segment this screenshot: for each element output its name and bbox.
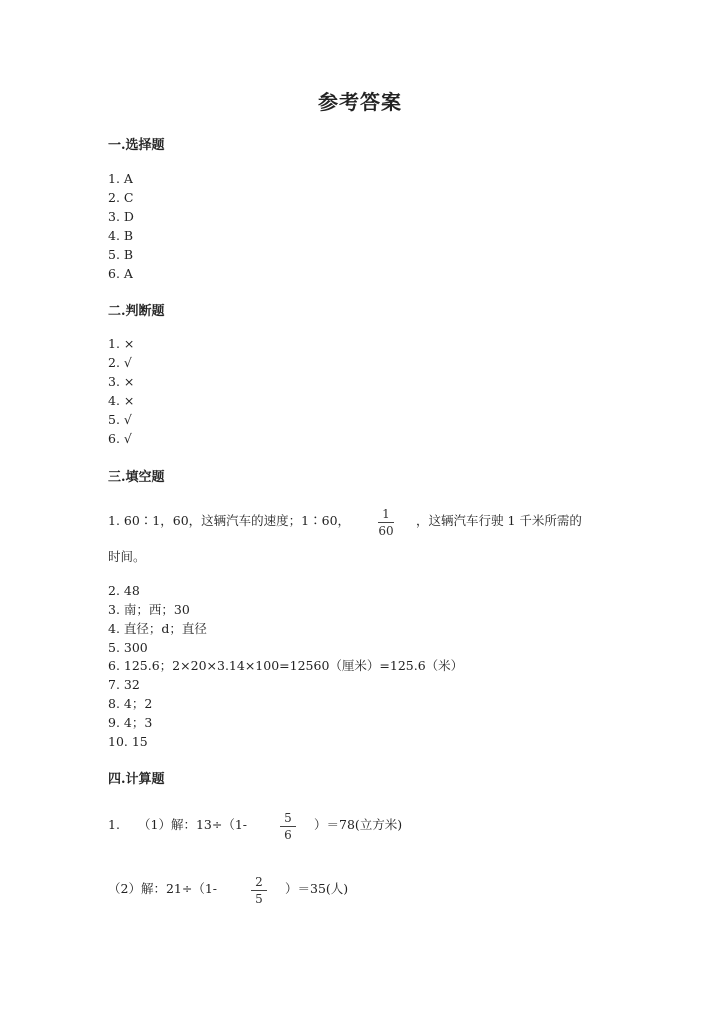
calc-answer-label: 1.	[108, 817, 120, 832]
calc-answer-1-part1: （1）解：13÷（1-	[138, 817, 248, 832]
fraction-5-6	[280, 811, 296, 842]
section-heading-calculation: 四.计算题	[108, 772, 165, 787]
fraction-denominator: 5	[255, 892, 263, 906]
calc-answer-2-part2: ）＝35(人)	[285, 881, 349, 896]
fraction-numerator: 5	[284, 811, 292, 825]
answer-item: 10. 15	[108, 734, 148, 749]
section-heading-fill-blank: 三.填空题	[108, 470, 165, 485]
fill-answer-1-part1: 1. 60∶1，60，这辆汽车的速度；1∶60，	[108, 513, 351, 528]
fill-answer-1-part2: ，这辆汽车行驶 1 千米所需的	[416, 513, 582, 528]
answer-item: 4. B	[108, 228, 134, 243]
fraction-bar	[280, 826, 296, 827]
answer-item: 2. √	[108, 355, 132, 370]
answer-item: 7. 32	[108, 677, 140, 692]
answer-item: 6. A	[108, 266, 133, 281]
answer-item: 2. C	[108, 190, 134, 205]
answer-item: 6. 125.6；2×20×3.14×100=12560（厘米）=125.6（米）	[108, 658, 464, 673]
answer-item: 1. ×	[108, 336, 135, 351]
fraction-numerator: 1	[382, 507, 390, 521]
answer-item: 3. ×	[108, 374, 135, 389]
answer-item: 3. 南；西；30	[108, 602, 190, 617]
answer-item: 2. 48	[108, 583, 140, 598]
fraction-1-60	[378, 507, 394, 538]
fill-answer-1-cont: 时间。	[108, 549, 146, 564]
page-title: 参考答案	[318, 90, 402, 114]
answer-item: 4. 直径；d；直径	[108, 621, 207, 636]
calc-answer-2-part1: （2）解：21÷（1-	[108, 881, 218, 896]
section-heading-judgment: 二.判断题	[108, 304, 165, 319]
answer-item: 5. √	[108, 412, 132, 427]
answer-item: 5. 300	[108, 640, 148, 655]
answer-item: 1. A	[108, 171, 133, 186]
fraction-numerator: 2	[255, 875, 263, 889]
answer-item: 4. ×	[108, 393, 135, 408]
fraction-denominator: 6	[284, 828, 292, 842]
section-heading-choice: 一.选择题	[108, 138, 165, 153]
calc-answer-1-part2: ）＝78(立方米)	[314, 817, 403, 832]
answer-item: 6. √	[108, 431, 132, 446]
fraction-2-5	[251, 875, 267, 906]
answer-item: 8. 4；2	[108, 696, 153, 711]
fraction-bar	[378, 522, 394, 523]
fraction-denominator: 60	[378, 524, 394, 538]
fraction-bar	[251, 890, 267, 891]
answer-item: 3. D	[108, 209, 134, 224]
answer-item: 5. B	[108, 247, 134, 262]
answer-item: 9. 4；3	[108, 715, 153, 730]
